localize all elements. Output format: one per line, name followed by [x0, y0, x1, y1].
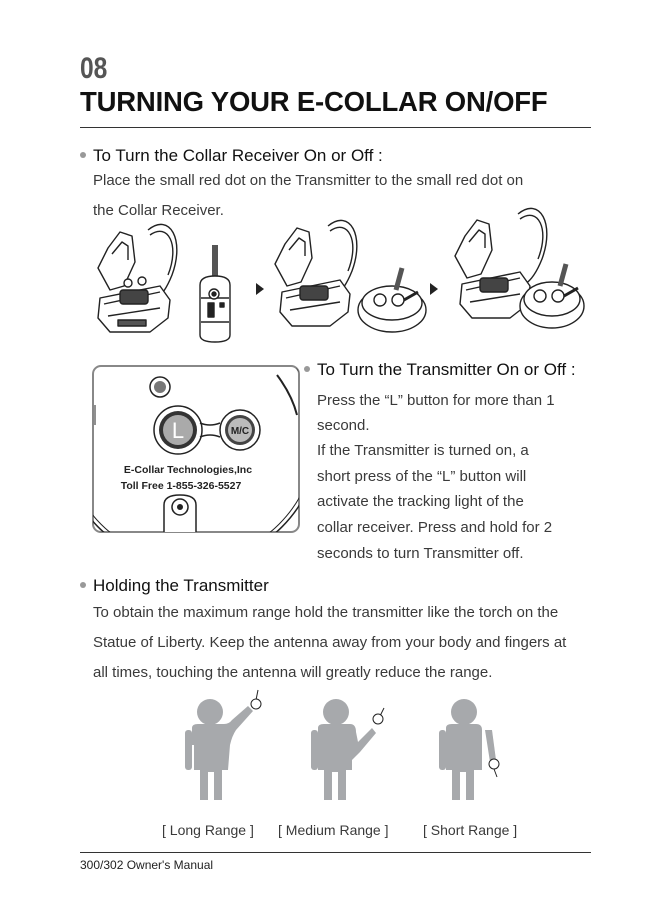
caption-medium-range: [ Medium Range ] — [278, 822, 389, 838]
long-range-figure — [185, 699, 253, 800]
receiver-heading-text: To Turn the Collar Receiver On or Off : — [93, 146, 383, 165]
svg-text:L: L — [171, 418, 185, 443]
footer-manual-label: 300/302 Owner's Manual — [80, 858, 214, 872]
transmitter-line-6: collar receiver. Press and hold for 2 — [317, 519, 553, 536]
svg-text:M/C: M/C — [230, 426, 250, 437]
short-range-figure — [439, 699, 496, 800]
receiver-line-1: Place the small red dot on the Transmitter to the small red dot on — [93, 172, 524, 189]
transmitter-icon-short — [489, 759, 499, 777]
transmitter-heading-text: To Turn the Transmitter On or Off : — [317, 360, 576, 379]
transmitter-icon-long — [251, 690, 261, 709]
page-number: 08 — [80, 52, 108, 85]
holding-line-3: all times, touching the antenna will greatly reduce the range. — [93, 664, 493, 681]
transmitter-line-7: seconds to turn Transmitter off. — [317, 545, 524, 562]
holding-heading-text: Holding the Transmitter — [93, 576, 269, 595]
transmitter-line-5: activate the tracking light of the — [317, 493, 524, 510]
medium-range-figure — [311, 699, 376, 800]
receiver-line-2: the Collar Receiver. — [93, 202, 224, 219]
caption-long-range: [ Long Range ] — [162, 822, 254, 838]
brand-label: E-Collar Technologies,Inc — [123, 464, 253, 476]
toll-free-label: Toll Free 1-855-326-5527 — [120, 480, 242, 492]
caption-short-range: [ Short Range ] — [423, 822, 518, 838]
transmitter-line-1: Press the “L” button for more than 1 — [317, 392, 555, 409]
holding-line-1: To obtain the maximum range hold the transmitter like the torch on the — [93, 604, 559, 621]
footer-divider — [80, 852, 591, 853]
holding-line-2: Statue of Liberty. Keep the antenna away from your body and fingers at — [93, 634, 567, 651]
transmitter-icon-medium — [373, 708, 384, 724]
transmitter-line-3: If the Transmitter is turned on, a — [317, 442, 529, 459]
transmitter-line-2: second. — [317, 417, 370, 434]
page-title: TURNING YOUR E-COLLAR ON/OFF — [80, 86, 548, 117]
transmitter-line-4: short press of the “L” button will — [317, 468, 527, 485]
